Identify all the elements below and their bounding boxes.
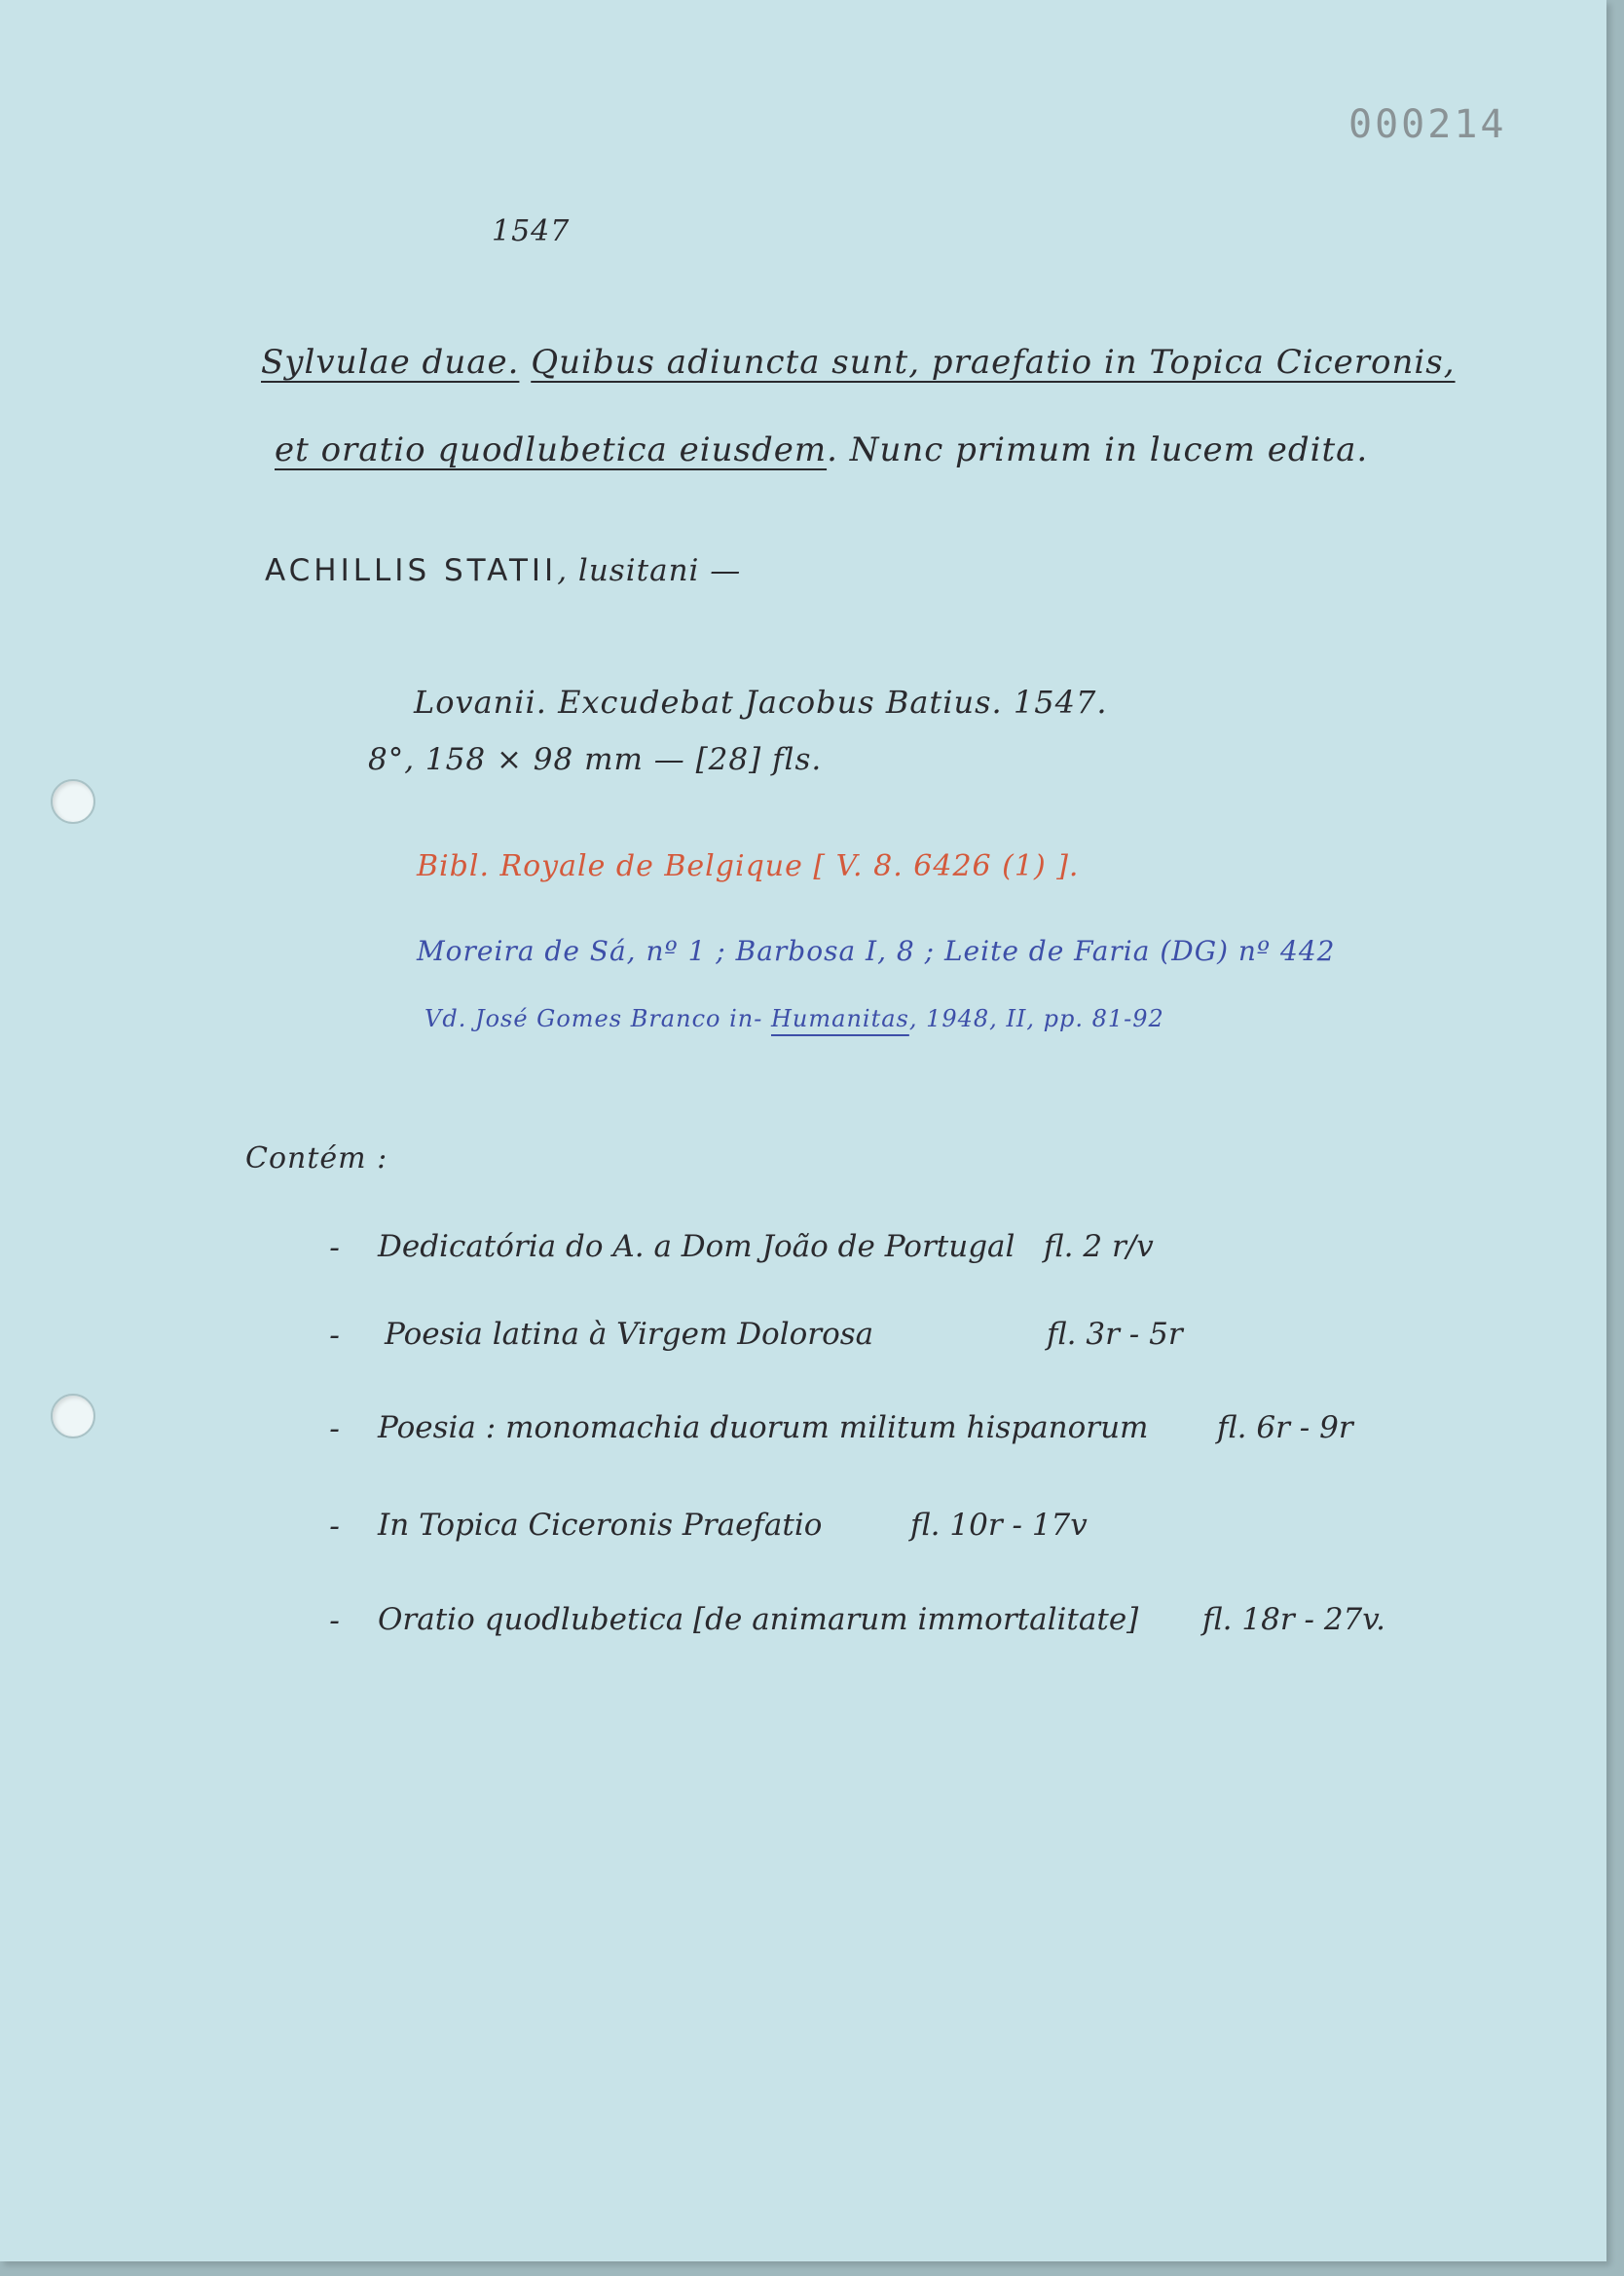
contents-heading: Contém : xyxy=(245,1141,388,1175)
contents-item-text: Oratio quodlubetica [de animarum immortalitate] xyxy=(378,1602,1139,1637)
contents-item-dash: - xyxy=(329,1319,340,1353)
year: 1547 xyxy=(492,214,571,248)
contents-item xyxy=(0,1508,1606,1547)
author-name: ACHILLIS STATII xyxy=(265,553,558,588)
library-holding: Bibl. Royale de Belgique [ V. 8. 6426 (1) ]. xyxy=(417,849,1080,883)
title-subtitle-1: Quibus adiuncta sunt, praefatio in Topica Ciceronis, xyxy=(531,343,1456,382)
see-also-details: , 1948, II, pp. 81-92 xyxy=(908,1005,1164,1032)
contents-item-folio: fl. 3r - 5r xyxy=(1047,1317,1183,1352)
contents-item-text: Poesia : monomachia duorum militum hispanorum xyxy=(378,1410,1149,1445)
stamp-number: 000214 xyxy=(1348,102,1507,147)
contents-item-folio: fl. 10r - 17v xyxy=(910,1508,1088,1543)
contents-item xyxy=(0,1410,1606,1449)
contents-item-text: Poesia latina à Virgem Dolorosa xyxy=(385,1317,874,1352)
contents-item-dash: - xyxy=(329,1231,340,1265)
title-subtitle-2: et oratio quodlubetica eiusdem xyxy=(275,430,828,469)
bibliographic-references: Moreira de Sá, nº 1 ; Barbosa I, 8 ; Leite de Faria (DG) nº 442 xyxy=(417,935,1336,967)
title-line-2 xyxy=(275,430,1368,469)
format-line: 8°, 158 × 98 mm — [28] fls. xyxy=(368,742,823,777)
contents-item-dash: - xyxy=(329,1510,340,1544)
contents-item-text: Dedicatória do A. a Dom João de Portugal xyxy=(378,1229,1015,1264)
contents-item-folio: fl. 6r - 9r xyxy=(1217,1410,1353,1445)
see-also-line xyxy=(424,1005,1164,1032)
imprint: Lovanii. Excudebat Jacobus Batius. 1547. xyxy=(414,684,1108,721)
see-also-journal: Humanitas xyxy=(770,1005,909,1032)
title-line-1 xyxy=(261,343,1456,382)
contents-item-dash: - xyxy=(329,1604,340,1638)
title-subtitle-3: . Nunc primum in lucem edita. xyxy=(827,430,1369,469)
contents-item xyxy=(0,1602,1606,1641)
contents-item-dash: - xyxy=(329,1412,340,1446)
author-origin: , lusitani — xyxy=(557,553,742,588)
see-also-author: Vd. José Gomes Branco in- xyxy=(424,1005,763,1032)
author-line xyxy=(265,553,741,588)
contents-item xyxy=(0,1229,1606,1268)
contents-item xyxy=(0,1317,1606,1356)
punch-hole-top xyxy=(51,779,95,824)
title-short: Sylvulae duae. xyxy=(261,343,520,382)
contents-item-folio: fl. 2 r/v xyxy=(1044,1229,1154,1264)
contents-item-text: In Topica Ciceronis Praefatio xyxy=(378,1508,823,1543)
contents-item-folio: fl. 18r - 27v. xyxy=(1202,1602,1385,1637)
